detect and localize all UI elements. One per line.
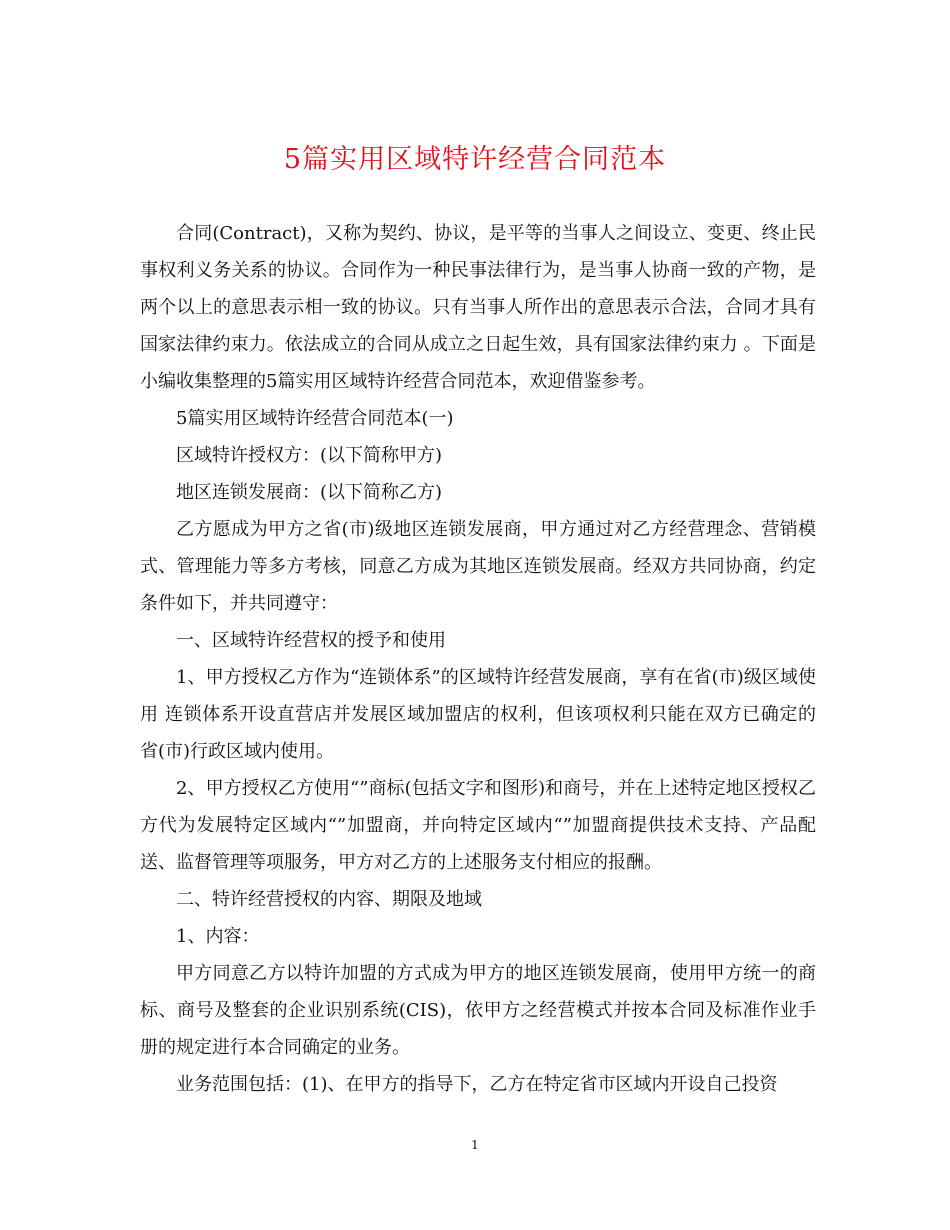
paragraph: 1、内容： (176, 926, 260, 947)
paragraph: 1、甲方授权乙方作为“连锁体系”的区域特许经营发展商，享有在省(市)级区域使用 连锁体系开设直营店并发展区域加盟店的权利，但该项权利只能在双方已确定的 省(市)行政区域内使用。 (140, 667, 816, 762)
document-title: 5篇实用区域特许经营合同范本 (283, 144, 667, 175)
paragraph: 区域特许授权方：(以下简称甲方) (176, 445, 443, 466)
page-number: 1 (471, 1138, 479, 1152)
document-body (140, 215, 816, 1103)
section-heading: 二、特许经营授权的内容、期限及地域 (176, 889, 482, 910)
section-heading: 一、区域特许经营权的授予和使用 (176, 630, 446, 651)
paragraph: 2、甲方授权乙方使用“”商标(包括文字和图形)和商号，并在上述特定地区授权乙方代为发展特定区域内“”加盟商，并向特定区域内“”加盟商提供技术支持、产品配送、监督管理等项服务，甲方对乙方的上述服务支付相应的报酬。 (140, 778, 816, 873)
paragraph: 5篇实用区域特许经营合同范本(一) (176, 408, 454, 429)
paragraph: 合同(Contract)，又称为契约、协议，是平等的当事人之间设立、变更、终止民事权利义务关系的协议。合同作为一种民事法律行为，是当事人协商一致的产物，是两个以上的意思表示相一致的协议。只有当事人所作出的意思表示合法，合同才具有国家法律约束力。依法成立的合同从成立之日起生效，具有国家法律约束力 。下面是小编收集整理的5篇实用区域特许经营合同范本，欢迎借鉴参考。 (140, 223, 816, 392)
paragraph: 业务范围包括：(1)、在甲方的指导下，乙方在特定省市区域内开设自己投资 (176, 1074, 778, 1095)
paragraph: 地区连锁发展商：(以下简称乙方) (176, 482, 443, 503)
paragraph: 乙方愿成为甲方之省(市)级地区连锁发展商，甲方通过对乙方经营理念、营销模式、管理能力等多方考核，同意乙方成为其地区连锁发展商。经双方共同协商，约定条件如下，并共同遵守： (140, 519, 816, 614)
paragraph: 甲方同意乙方以特许加盟的方式成为甲方的地区连锁发展商，使用甲方统一的商标、商号及整套的企业识别系统(CIS)，依甲方之经营模式并按本合同及标准作业手册的规定进行本合同确定的业务。 (140, 963, 816, 1058)
